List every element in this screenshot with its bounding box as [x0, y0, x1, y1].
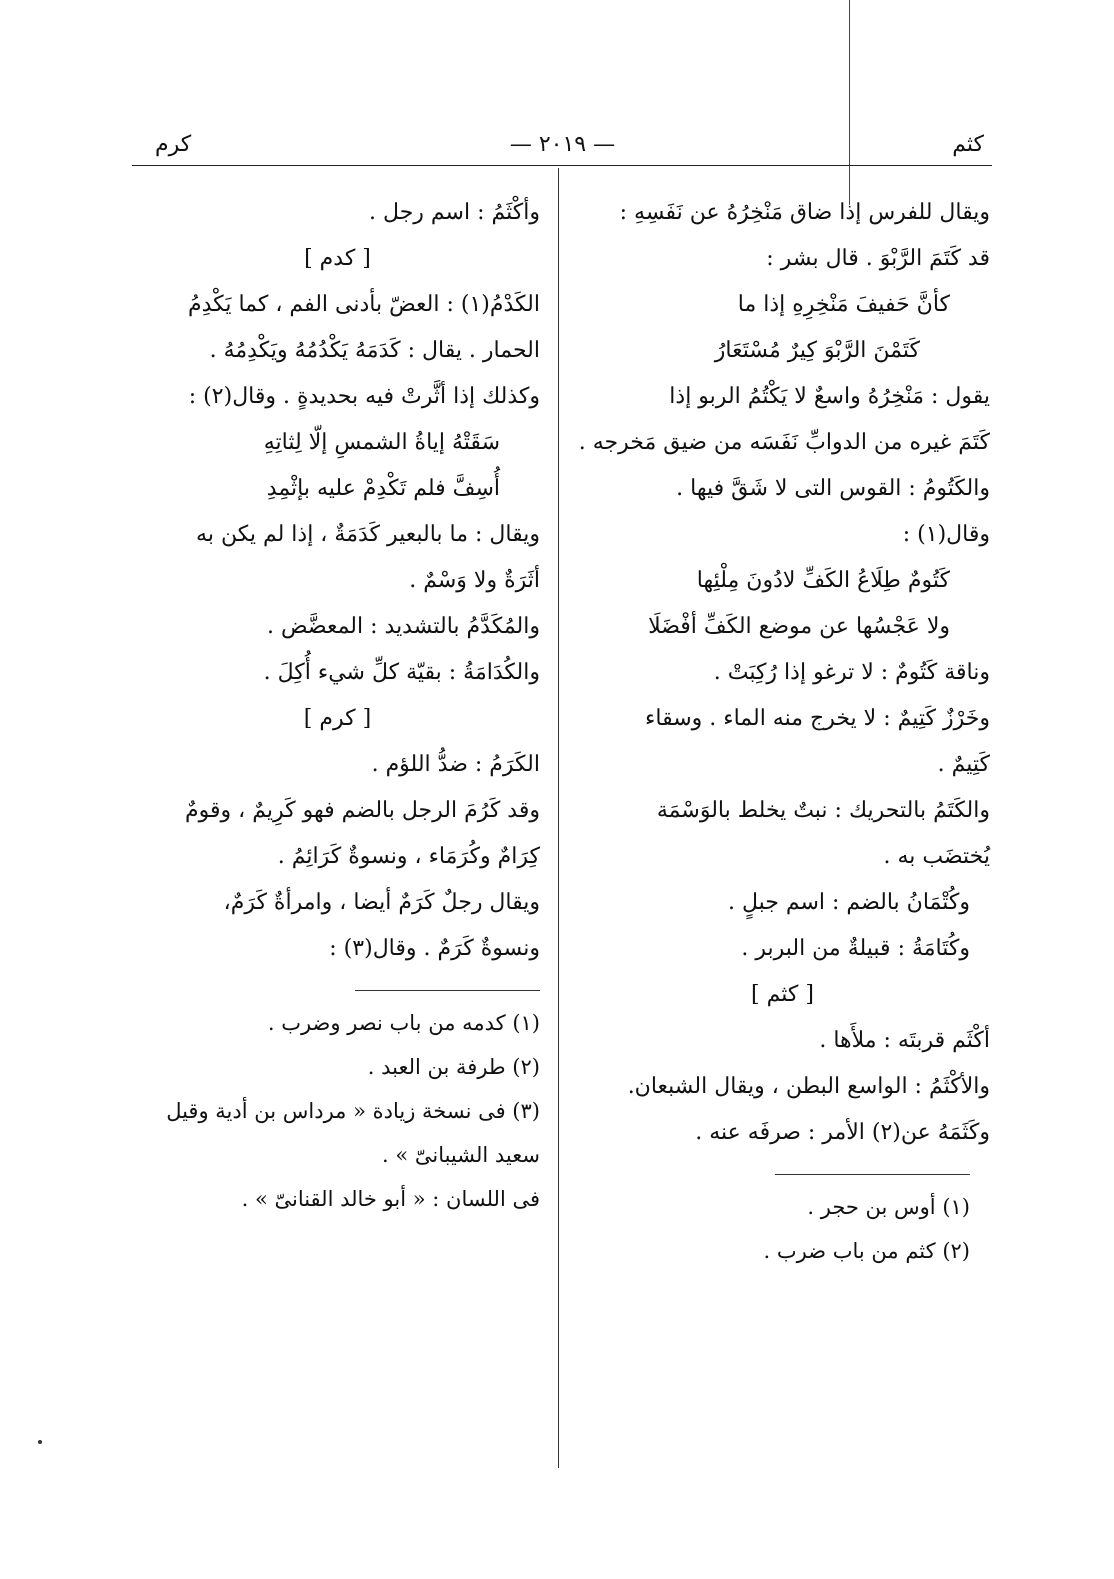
- entry-line: والكُدَامَةُ : بقيّة كلِّ شيء أُكِلَ .: [263, 660, 540, 685]
- entry-line: والكَتَمُ بالتحريك : نبتٌ يخلط بالوَسْمَة: [656, 798, 990, 823]
- entry-line: يُختضَب به .: [883, 844, 990, 869]
- footnote: (١) كدمه من باب نصر وضرب .: [267, 1011, 540, 1035]
- entry-line: ويقال رجلٌ كَرَمٌ أيضا ، وامرأةٌ كَرَمٌ،: [223, 890, 540, 915]
- entry-line: وأكْثَمُ : اسم رجل .: [369, 200, 540, 225]
- left-column: [135, 190, 540, 1221]
- right-column: [575, 190, 990, 1273]
- header-keyword-right: كثم: [952, 132, 984, 157]
- verse-line: كَتَمْنَ الرَّبْوَ كِيرٌ مُسْتَعَارُ: [714, 338, 920, 363]
- entry-line: وقال(١) :: [902, 522, 990, 547]
- header-rule: [132, 165, 992, 166]
- section-heading-kdm: [ كدم ]: [304, 246, 371, 271]
- verse-line: كأنَّ حَفيفَ مَنْخِرِهِ إذا ما: [737, 292, 950, 317]
- page-header: [135, 132, 990, 168]
- verse-line: أُسِفَّ فلم تَكْدِمْ عليه بإثْمِدِ: [266, 476, 500, 501]
- section-heading-kthm: [ كثم ]: [751, 982, 814, 1007]
- header-keyword-left: كرم: [155, 132, 192, 157]
- entry-line: وناقة كَتُومٌ : لا ترغو إذا رُكِبَتْ .: [713, 660, 990, 685]
- entry-line: كَتَمَ غيره من الدوابِّ نَفَسَه من ضيق مَخرجه .: [578, 430, 990, 455]
- footnote: فى اللسان : « أبو خالد القنانىّ » .: [241, 1187, 540, 1211]
- entry-line: كِرَامٌ وكُرَمَاء ، ونسوةٌ كَرَائِمُ .: [277, 844, 540, 869]
- footnote-rule: [775, 1174, 970, 1175]
- entry-line: يقول : مَنْخِرُهُ واسعٌ لا يَكْتُمُ الربو إذا: [669, 384, 990, 409]
- footnote: (٣) فى نسخة زيادة « مرداس بن أدية وقيل: [166, 1099, 540, 1123]
- footnote: (١) أوس بن حجر .: [807, 1195, 970, 1219]
- column-divider: [558, 168, 559, 1468]
- entry-line: كَتِيمٌ .: [937, 752, 990, 777]
- entry-line: الكَرَمُ : ضدُّ اللؤم .: [371, 752, 540, 777]
- entry-line: والمُكَدَّمُ بالتشديد : المعضَّض .: [266, 614, 540, 639]
- entry-line: وكذلك إذا أثَّرتْ فيه بحديدةٍ . وقال(٢) :: [188, 384, 540, 409]
- verse-line: كَتُومٌ طِلَاعُ الكَفِّ لادُونَ مِلْئِها: [696, 568, 950, 593]
- entry-line: الحمار . يقال : كَدَمَهُ يَكْدُمُهُ ويَكْدِمُهُ .: [209, 338, 540, 363]
- footnote: (٢) كثم من باب ضرب .: [763, 1239, 970, 1263]
- entry-line: الكَدْمُ(١) : العضّ بأدنى الفم ، كما يَكْدِمُ: [188, 292, 540, 317]
- entry-line: وخَرْزٌ كَتِيمٌ : لا يخرج منه الماء . وسقاء: [645, 706, 990, 731]
- entry-line: وكُتْمَانُ بالضم : اسم جبلٍ .: [727, 890, 970, 915]
- entry-line: وكُتَامَةُ : قبيلةٌ من البربر .: [741, 936, 970, 961]
- entry-line: ونسوةٌ كَرَمٌ . وقال(٣) :: [329, 936, 540, 961]
- entry-line: وكَثَمَهُ عن(٢) الأمر : صرفَه عنه .: [695, 1120, 990, 1145]
- stray-ink-dot: [38, 1440, 42, 1444]
- scan-artifact-line: [849, 0, 850, 205]
- footnote-rule: [355, 990, 540, 991]
- entry-line: ويقال للفرس إذا ضاق مَنْخِرُهُ عن نَفَسِهِ :: [619, 200, 990, 225]
- entry-line: قد كَتَمَ الرَّبْوَ . قال بشر :: [766, 246, 990, 271]
- footnote: سعيد الشيبانىّ » .: [381, 1143, 540, 1167]
- entry-line: أكْثَم قربتَه : ملأَها .: [819, 1028, 990, 1053]
- entry-line: والأكْثَمُ : الواسع البطن ، ويقال الشبعان.: [627, 1074, 990, 1099]
- entry-line: ويقال : ما بالبعير كَدَمَةٌ ، إذا لم يكن به: [196, 522, 540, 547]
- entry-line: وقد كَرُمَ الرجل بالضم فهو كَرِيمٌ ، وقومٌ: [185, 798, 540, 823]
- verse-line: سَقَتْهُ إياةُ الشمسِ إلّا لِثاتِهِ: [263, 430, 500, 455]
- entry-line: أثَرَةٌ ولا وَسْمٌ .: [409, 568, 540, 593]
- verse-line: ولا عَجْسُها عن موضع الكَفِّ أفْضَلَا: [648, 614, 950, 639]
- footnote: (٢) طرفة بن العبد .: [367, 1055, 540, 1079]
- entry-line: والكَتُومُ : القوس التى لا شَقَّ فيها .: [676, 476, 990, 501]
- page-number: — ٢٠١٩ —: [509, 132, 616, 157]
- section-heading-krm: [ كرم ]: [303, 706, 372, 731]
